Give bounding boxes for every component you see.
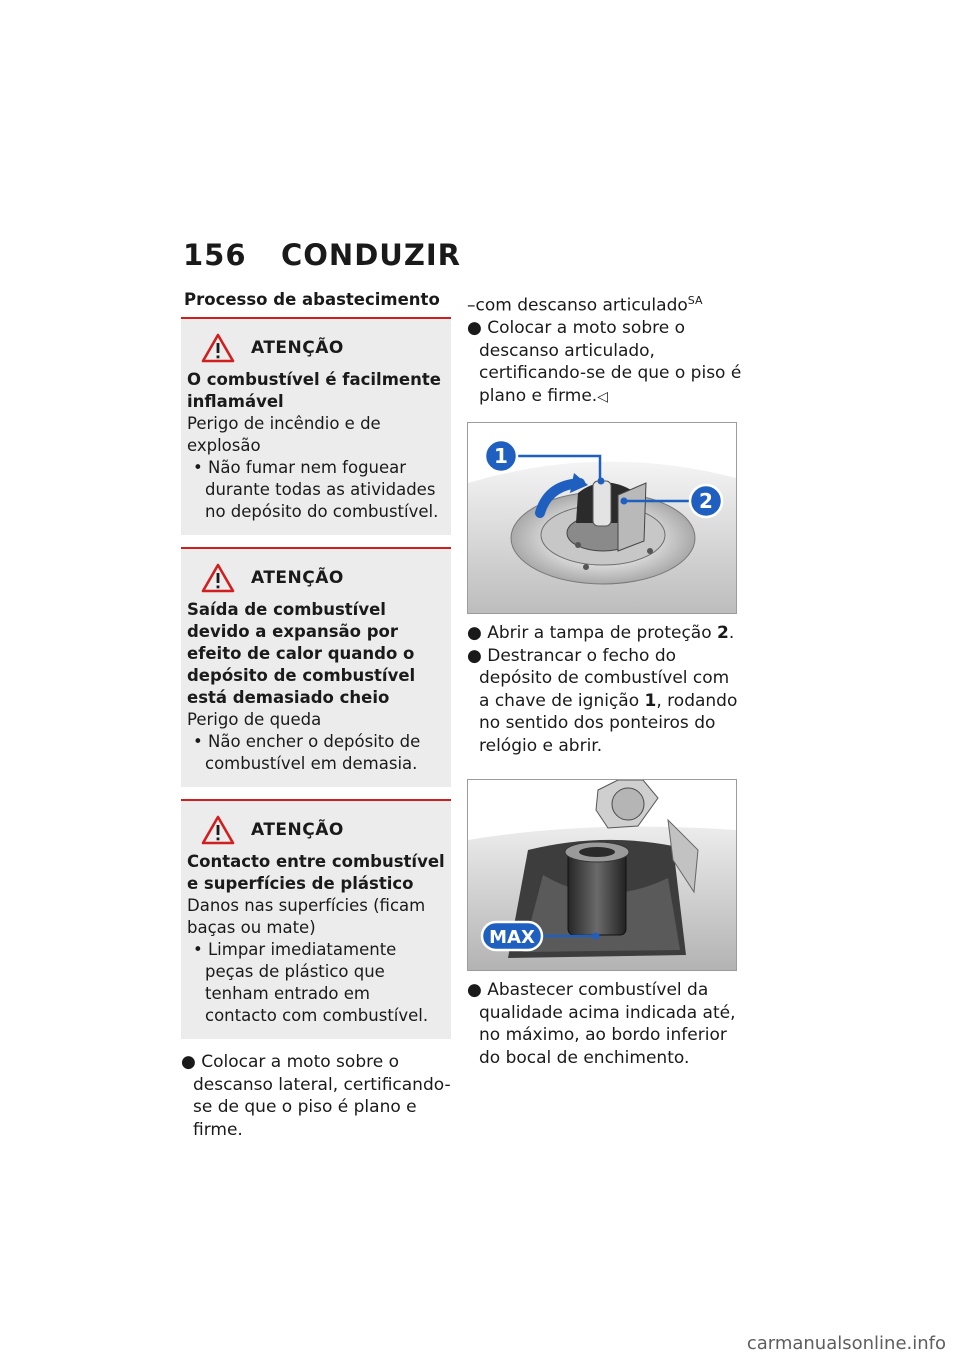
warning-item: • Não encher o depósito de combustível em demasia. bbox=[193, 732, 421, 773]
warning-box-2 bbox=[181, 547, 451, 787]
warning-label: ATENÇÃO bbox=[251, 338, 344, 358]
warning-head bbox=[201, 815, 445, 845]
section-title: Processo de abastecimento bbox=[184, 290, 440, 309]
step-center-stand: ● Colocar a moto sobre o descanso articulado, certificando-se de que o piso é plano e firme.◁ bbox=[467, 318, 742, 406]
warning-text: Perigo de incêndio e de explosão bbox=[187, 414, 381, 455]
step-ref: 2 bbox=[717, 623, 729, 644]
left-column bbox=[181, 290, 451, 1141]
page-header bbox=[183, 238, 461, 272]
warning-item-text: Limpar imediatamente peças de plástico que tenham entrado em contacto com combustível. bbox=[205, 940, 429, 1025]
figure-fuel-cap bbox=[467, 422, 737, 614]
step-text: Destrancar o fecho do depósito de combustível com a chave de ignição bbox=[479, 645, 730, 711]
fuel-cap-illustration bbox=[468, 423, 736, 613]
chapter-title: CONDUZIR bbox=[281, 238, 461, 272]
warning-item: • Limpar imediatamente peças de plástico que tenham entrado em contacto com combustível. bbox=[193, 940, 429, 1025]
callout-1: 1 bbox=[494, 444, 508, 469]
figure-filler-neck bbox=[467, 779, 737, 971]
step-open-cover: ● Abrir a tampa de proteção 2. bbox=[467, 623, 735, 644]
filler-neck-illustration bbox=[468, 780, 736, 970]
right-column bbox=[467, 290, 742, 1069]
step-text: Colocar a moto sobre o descanso lateral, certificando-se de que o piso é plano e firme. bbox=[193, 1052, 451, 1140]
step-text: Colocar a moto sobre o descanso articulado, certificando-se de que o piso é plano e firme. bbox=[479, 318, 742, 406]
warning-box-1 bbox=[181, 317, 451, 535]
page-number: 156 bbox=[183, 238, 247, 272]
warning-subject: O combustível é facilmente inflamável bbox=[187, 370, 441, 411]
step-ref: 1 bbox=[644, 690, 657, 711]
warning-head bbox=[201, 333, 445, 363]
option-superscript: SA bbox=[687, 294, 703, 307]
step-text-end: , rodando no sentido dos ponteiros do relógio e abrir. bbox=[479, 690, 738, 756]
callout-max: MAX bbox=[489, 927, 535, 949]
warning-triangle-icon bbox=[201, 815, 235, 845]
watermark: carmanualsonline.info bbox=[746, 1333, 946, 1354]
step-text: Abrir a tampa de proteção bbox=[487, 623, 718, 644]
end-mark-icon: ◁ bbox=[597, 388, 608, 405]
option-text: com descanso articulado bbox=[475, 295, 688, 316]
warning-subject: Saída de combustível devido a expansão por efeito de calor quando o depósito de combustível está demasiado cheio bbox=[187, 600, 416, 707]
warning-label: ATENÇÃO bbox=[251, 820, 344, 840]
warning-subject: Contacto entre combustível e superfícies de plástico bbox=[187, 852, 445, 893]
warning-item-text: Não encher o depósito de combustível em demasia. bbox=[205, 732, 421, 773]
warning-item: • Não fumar nem foguear durante todas as atividades no depósito do combustível. bbox=[193, 458, 439, 521]
step-unlock-cap: ● Destrancar o fecho do depósito de combustível com a chave de ignição 1, rodando no sentido dos ponteiros do relógio e abrir. bbox=[467, 645, 738, 756]
step-text: Abastecer combustível da qualidade acima indicada até, no máximo, ao bordo inferior do bocal de enchimento. bbox=[479, 980, 736, 1068]
callout-2: 2 bbox=[699, 489, 713, 514]
step-side-stand: ● Colocar a moto sobre o descanso lateral, certificando-se de que o piso é plano e firme. bbox=[181, 1052, 451, 1140]
warning-item-text: Não fumar nem foguear durante todas as atividades no depósito do combustível. bbox=[205, 458, 439, 521]
warning-triangle-icon bbox=[201, 333, 235, 363]
warning-triangle-icon bbox=[201, 563, 235, 593]
warning-text: Danos nas superfícies (ficam baças ou mate) bbox=[187, 896, 426, 937]
warning-box-3 bbox=[181, 799, 451, 1039]
step-refuel: ● Abastecer combustível da qualidade acima indicada até, no máximo, ao bordo inferior do bocal de enchimento. bbox=[467, 980, 736, 1068]
warning-text: Perigo de queda bbox=[187, 710, 322, 729]
step-text-end: . bbox=[728, 623, 735, 644]
warning-label: ATENÇÃO bbox=[251, 568, 344, 588]
option-line: –com descanso articulado$^{SA}$ bbox=[467, 294, 703, 316]
warning-head bbox=[201, 563, 445, 593]
